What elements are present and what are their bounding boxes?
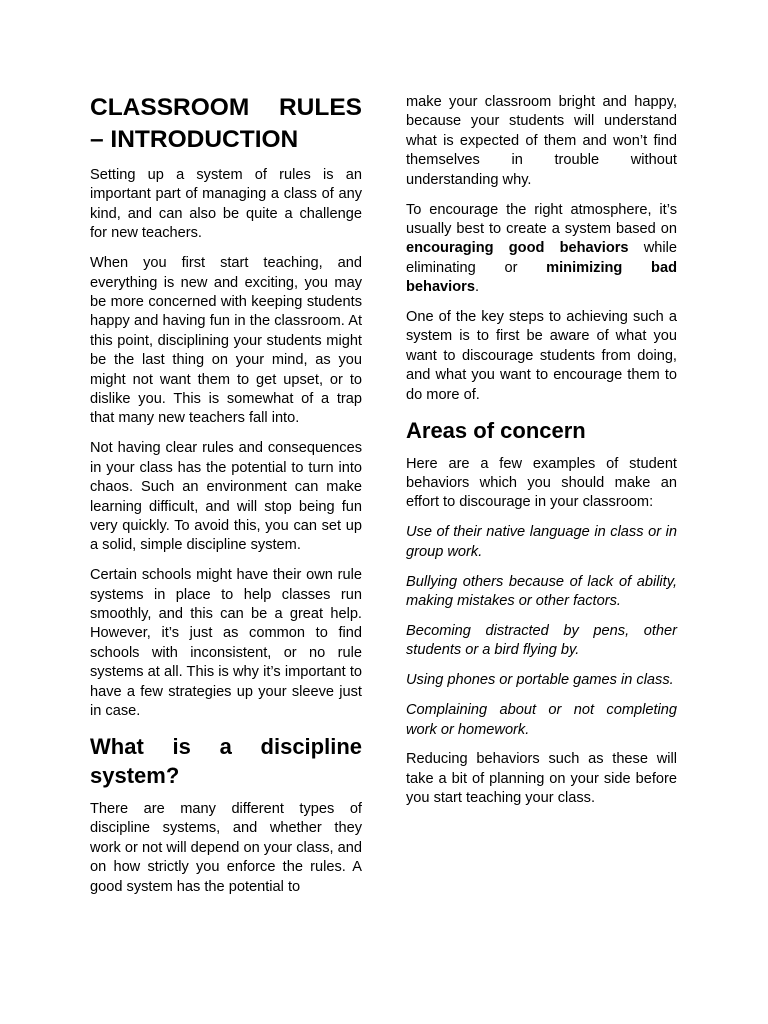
example-item: Becoming distracted by pens, other students or a bird flying by. bbox=[406, 622, 677, 659]
intro-paragraph-3: Not having clear rules and consequences in your class has the potential to turn into chaos. Such an environment can make learning difficult, and will stop being fun very quickly. To avoid this, you can set up a solid, simple discipline system. bbox=[90, 440, 362, 554]
bold-minimizing: minimizing bad behaviors bbox=[406, 259, 677, 296]
page-title-line-2: – INTRODUCTION bbox=[90, 126, 299, 153]
section-heading-discipline-system bbox=[90, 732, 362, 790]
intro-paragraph-1: Setting up a system of rules is an important part of managing a class of any kind, and can also be quite a challenge for new teachers. bbox=[90, 167, 362, 242]
example-item: Complaining about or not completing work or homework. bbox=[406, 702, 677, 738]
intro-paragraph-4: Certain schools might have their own rule systems in place to help classes run smoothly, and this can be a great help. However, it’s just as common to find schools with inconsistent, or no rule systems at all. This is why it’s important to have a few strategies up your sleeve just in case. bbox=[90, 567, 362, 720]
example-item: Bullying others because of lack of ability, making mistakes or other factors. bbox=[406, 573, 677, 610]
reducing-behaviors-paragraph: Reducing behaviors such as these will take a bit of planning on your side before you start teaching your class. bbox=[406, 751, 677, 807]
section-heading-areas-of-concern: Areas of concern bbox=[406, 417, 586, 443]
example-item: Use of their native language in class or in group work. bbox=[406, 524, 677, 560]
examples-intro-paragraph: Here are a few examples of student behaviors which you should make an effort to discourage in your classroom: bbox=[406, 455, 677, 511]
bold-encouraging: encouraging good behaviors bbox=[406, 240, 629, 257]
continued-paragraph: make your classroom bright and happy, because your students will understand what is expected of them and won’t find themselves in trouble without understanding why. bbox=[406, 94, 677, 188]
discipline-paragraph-1: There are many different types of discipline systems, and whether they work or not will depend on your class, and on how strictly you enforce the rules. A good system has the potential to bbox=[90, 800, 362, 895]
atmosphere-text-2: while eliminating or bbox=[406, 240, 677, 276]
page-title-line-1: CLASSROOM RULES bbox=[90, 94, 362, 121]
page-title bbox=[90, 92, 362, 156]
left-column bbox=[90, 92, 362, 908]
atmosphere-paragraph bbox=[406, 201, 677, 298]
section-heading-line-1: What is a discipline bbox=[90, 733, 362, 759]
key-steps-paragraph: One of the key steps to achieving such a system is to first be aware of what you want to discourage students from doing, and what you want to encourage them to do more of. bbox=[406, 309, 677, 403]
atmosphere-text-end: . bbox=[474, 279, 480, 296]
example-item: Using phones or portable games in class. bbox=[406, 672, 674, 689]
intro-paragraph-2: When you first start teaching, and everything is new and exciting, you may be more concerned with keeping students happy and having fun in the classroom. At this point, disciplining your students might be the last thing on your mind, as you might not want them to get upset, or to dislike you. This is somewhat of a trap that many new teachers fall into. bbox=[90, 255, 362, 427]
atmosphere-text-1: To encourage the right atmosphere, it’s usually best to create a system based on bbox=[406, 201, 677, 237]
right-column bbox=[406, 93, 677, 819]
section-heading-line-2: system? bbox=[90, 762, 180, 788]
